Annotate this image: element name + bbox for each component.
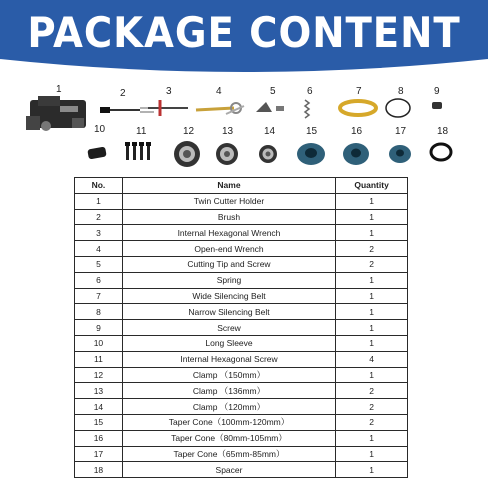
row-no: 3 (75, 225, 123, 241)
row-no: 18 (75, 462, 123, 478)
row-no: 4 (75, 241, 123, 257)
taper-cone-100-120-icon (297, 143, 325, 165)
hex-wrench-icon (148, 100, 188, 116)
row-qty: 2 (336, 241, 408, 257)
table-row (75, 414, 408, 430)
row-qty: 1 (336, 462, 408, 478)
row-name: Clamp （136mm） (122, 383, 335, 399)
row-name: Spring (122, 272, 335, 288)
row-name: Internal Hexagonal Wrench (122, 225, 335, 241)
part-number-5: 5 (270, 86, 276, 97)
row-name: Clamp （120mm） (122, 399, 335, 415)
row-no: 7 (75, 288, 123, 304)
cutting-tip-icon (256, 102, 284, 112)
table-row (75, 320, 408, 336)
header-no: No. (75, 178, 123, 194)
part-number-9: 9 (434, 86, 440, 97)
part-number-7: 7 (356, 86, 362, 97)
taper-cone-80-105-icon (343, 143, 369, 165)
row-qty: 1 (336, 446, 408, 462)
part-number-1: 1 (56, 84, 62, 95)
row-no: 10 (75, 335, 123, 351)
part-number-15: 15 (306, 126, 318, 137)
row-no: 15 (75, 414, 123, 430)
row-qty: 1 (336, 304, 408, 320)
row-no: 17 (75, 446, 123, 462)
part-number-11: 11 (136, 126, 147, 137)
row-no: 14 (75, 399, 123, 415)
row-qty: 1 (336, 288, 408, 304)
package-content-table (74, 177, 408, 478)
row-qty: 2 (336, 399, 408, 415)
parts-illustration (0, 78, 488, 174)
row-qty: 2 (336, 256, 408, 272)
row-no: 8 (75, 304, 123, 320)
screw-icon (432, 102, 442, 109)
table-row (75, 209, 408, 225)
row-no: 1 (75, 193, 123, 209)
spacer-icon (431, 144, 451, 160)
part-number-4: 4 (216, 86, 222, 97)
row-qty: 1 (336, 225, 408, 241)
row-name: Taper Cone（80mm-105mm） (122, 430, 335, 446)
row-qty: 1 (336, 367, 408, 383)
taper-cone-65-85-icon (389, 145, 411, 163)
part-number-13: 13 (222, 126, 234, 137)
wide-silencing-belt-icon (340, 101, 376, 115)
table-header-row (75, 178, 408, 194)
table-row (75, 256, 408, 272)
table-row (75, 462, 408, 478)
table-row (75, 304, 408, 320)
row-no: 9 (75, 320, 123, 336)
table-row (75, 399, 408, 415)
table-row (75, 351, 408, 367)
row-no: 16 (75, 430, 123, 446)
row-qty: 2 (336, 383, 408, 399)
part-number-6: 6 (307, 86, 313, 97)
row-qty: 1 (336, 272, 408, 288)
row-no: 12 (75, 367, 123, 383)
part-number-10: 10 (94, 124, 106, 135)
page-title: PACKAGE CONTENT (27, 8, 461, 57)
part-number-2: 2 (120, 88, 126, 99)
row-name: Screw (122, 320, 335, 336)
row-name: Clamp （150mm） (122, 367, 335, 383)
table-row (75, 288, 408, 304)
open-end-wrench-icon (196, 103, 244, 114)
narrow-silencing-belt-icon (386, 99, 410, 117)
row-qty: 1 (336, 209, 408, 225)
row-name: Cutting Tip and Screw (122, 256, 335, 272)
row-name: Wide Silencing Belt (122, 288, 335, 304)
row-no: 6 (75, 272, 123, 288)
row-name: Taper Cone（65mm-85mm） (122, 446, 335, 462)
clamp-150-icon (174, 141, 200, 167)
part-number-18: 18 (437, 126, 449, 137)
part-number-17: 17 (395, 126, 407, 137)
table-row (75, 241, 408, 257)
part-number-8: 8 (398, 86, 404, 97)
table-row (75, 193, 408, 209)
row-no: 13 (75, 383, 123, 399)
row-name: Twin Cutter Holder (122, 193, 335, 209)
row-qty: 4 (336, 351, 408, 367)
header-quantity: Quantity (336, 178, 408, 194)
clamp-120-icon (259, 145, 277, 163)
part-number-14: 14 (264, 126, 276, 137)
table-row (75, 367, 408, 383)
spring-icon (305, 100, 309, 118)
table-row (75, 383, 408, 399)
clamp-136-icon (216, 143, 238, 165)
row-name: Open-end Wrench (122, 241, 335, 257)
row-no: 11 (75, 351, 123, 367)
row-qty: 1 (336, 193, 408, 209)
row-name: Internal Hexagonal Screw (122, 351, 335, 367)
part-number-12: 12 (183, 126, 195, 137)
row-qty: 1 (336, 320, 408, 336)
table-row (75, 335, 408, 351)
part-number-3: 3 (166, 86, 172, 97)
row-name: Narrow Silencing Belt (122, 304, 335, 320)
row-name: Long Sleeve (122, 335, 335, 351)
table-row (75, 225, 408, 241)
twin-cutter-holder-icon (26, 96, 86, 131)
long-sleeve-icon (87, 147, 106, 160)
row-qty: 1 (336, 430, 408, 446)
row-name: Brush (122, 209, 335, 225)
header-name: Name (122, 178, 335, 194)
row-qty: 2 (336, 414, 408, 430)
row-name: Spacer (122, 462, 335, 478)
row-name: Taper Cone（100mm-120mm） (122, 414, 335, 430)
table-row (75, 446, 408, 462)
hex-screws-icon (125, 142, 151, 160)
brush-icon (100, 107, 154, 113)
row-qty: 1 (336, 335, 408, 351)
row-no: 5 (75, 256, 123, 272)
part-number-16: 16 (351, 126, 363, 137)
row-no: 2 (75, 209, 123, 225)
table-row (75, 430, 408, 446)
header-banner (0, 0, 488, 78)
table-row (75, 272, 408, 288)
